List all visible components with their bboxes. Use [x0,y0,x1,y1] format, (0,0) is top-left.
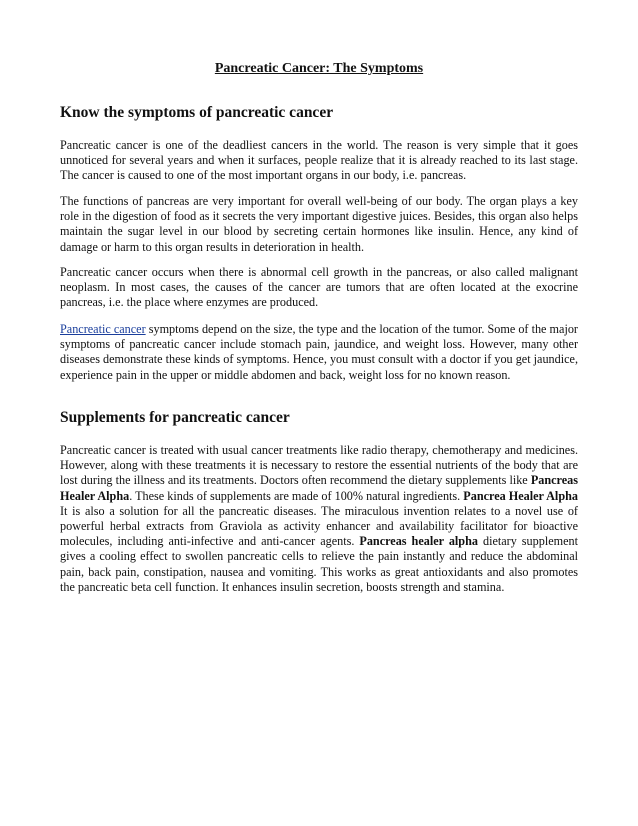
pancreatic-cancer-link[interactable]: Pancreatic cancer [60,322,146,336]
product-name-bold-2: Pancrea Healer Alpha [463,488,578,503]
paragraph-supplements [60,443,578,595]
product-name-bold-3: Pancreas healer alpha [359,534,478,549]
supplements-text-1: Pancreatic cancer is treated with usual cancer treatments like radio therapy, chemotherapy and medicines. However, along with these treatments it is necessary to restore the essential nutrients of the body that are lost during the illness and its treatments. Doctors often recommend the dietary supplements like [60,443,578,488]
paragraph-symptoms [60,322,578,383]
paragraph-causes: Pancreatic cancer occurs when there is abnormal cell growth in the pancreas, or also called malignant neoplasm. In most cases, the causes of the cancer are tumors that are often located at the exocrine pancreas, i.e. the place where enzymes are produced. [60,265,578,310]
paragraph-symptoms-text: symptoms depend on the size, the type and the location of the tumor. Some of the major symptoms of pancreatic cancer include stomach pain, jaundice, and weight loss. However, many other diseases demonstrate these kinds of symptoms. Hence, you must consult with a doctor if you get jaundice, experience pain in the upper or middle abdomen and back, weight loss for no known reason. [60,322,578,382]
document-title: Pancreatic Cancer: The Symptoms [214,61,424,76]
supplements-text-4: dietary supplement gives a cooling effect to swollen pancreatic cells to relieve the pain instantly and reduce the abdominal pain, back pain, constipation, nausea and vomiting. This works as great antioxidants and also promotes the pancreatic beta cell function. It enhances insulin secretion, boosts strength and stamina. [60,534,579,594]
paragraph-functions: The functions of pancreas are very important for overall well-being of our body. The organ plays a key role in the digestion of food as it secrets the very important digestive juices. Besides, this organ also helps maintain the sugar level in our blood by secreting certain hormones like insulin. Hence, any kind of damage or harm to this organ results in deterioration in health. [60,194,578,254]
product-name-bold-1: Pancreas Healer Alpha [60,473,578,503]
supplements-text-3: It is also a solution for all the pancreatic diseases. The miraculous invention relates to a novel use of powerful herbal extracts from Graviola as activity enhancer and availability facilitator for bioactive molecules, including anti-infective and anti-cancer agents. [60,503,578,549]
section-heading-supplements: Supplements for pancreatic cancer [60,409,290,426]
section-heading-symptoms: Know the symptoms of pancreatic cancer [60,104,334,121]
paragraph-intro: Pancreatic cancer is one of the deadliest cancers in the world. The reason is very simple that it goes unnoticed for several years and when it surfaces, people realize that it is already reached to its last stage. The cancer is caused to one of the most important organs in our body, i.e. pancreas. [60,138,578,183]
supplements-text-2: . These kinds of supplements are made of 100% natural ingredients. [129,488,464,503]
